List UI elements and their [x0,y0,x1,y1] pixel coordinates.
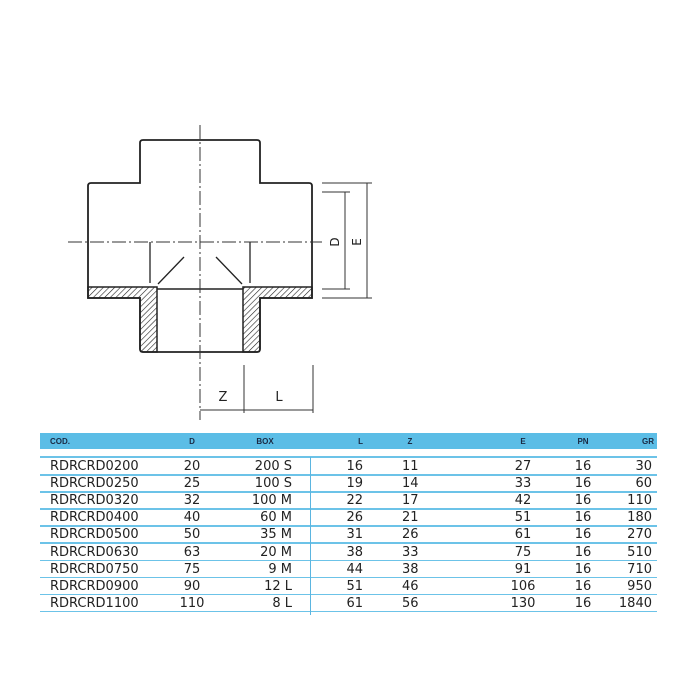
table-cell: 16 [574,544,592,560]
table-cell: 11 [402,459,419,474]
table-cell: 270 [627,527,652,543]
table-cell: 90 [183,578,201,594]
table-cell: 63 [183,544,201,560]
dimension-label-e: E [350,238,364,246]
table-cell: 61 [346,595,363,611]
table-cell: RDRCRD0900 [50,578,139,594]
table-cell: 35 M [260,527,292,543]
table-cell: 40 [183,510,201,526]
table-cell: 33 [514,476,532,492]
table-cell: 110 [627,493,652,509]
table-cell: 16 [574,527,592,543]
table-cell: 106 [510,578,536,594]
table-cell: RDRCRD0750 [50,561,139,577]
table-cell: 31 [346,527,363,543]
table-cell: 46 [402,578,419,594]
table-cell: 16 [574,595,592,611]
table-cell: 51 [346,578,363,594]
table-cell: 110 [179,595,205,611]
dimension-label-z: Z [218,390,228,405]
column-header: COD. [50,437,70,446]
table-cell: 22 [346,493,363,509]
column-header: L [358,437,363,446]
table-cell: 510 [627,544,652,560]
table-cell: 20 [183,459,201,474]
table-cell: 16 [574,510,592,526]
table-cell: 17 [402,493,419,509]
table-cell: 180 [627,510,652,526]
table-cell: 20 M [260,544,292,560]
table-cell: 38 [402,561,419,577]
table-cell: 26 [346,510,363,526]
table-cell: RDRCRD0320 [50,493,139,509]
dimension-label-l: L [275,390,283,405]
table-cell: 12 L [264,578,292,594]
table-cell: 130 [510,595,536,611]
table-cell: 16 [574,459,592,474]
table-cell: 75 [183,561,201,577]
table-cell: 710 [627,561,652,577]
table-cell: RDRCRD0630 [50,544,139,560]
column-header: E [520,437,526,446]
column-divider [310,457,311,615]
table-cell: RDRCRD1100 [50,595,139,611]
table-cell: 21 [402,510,419,526]
column-header: PN [577,437,589,446]
table-cell: 60 M [260,510,292,526]
table-cell: 19 [346,476,363,492]
table-cell: 100 M [251,493,292,509]
table-cell: 200 S [254,459,292,474]
table-cell: 16 [574,561,592,577]
table-cell: 8 L [272,595,292,611]
table-cell: 33 [402,544,419,560]
table-cell: 56 [402,595,419,611]
column-header: D [189,437,195,446]
table-cell: 61 [514,527,532,543]
table-cell: 30 [635,459,652,474]
table-cell: 38 [346,544,363,560]
center-lines [68,125,322,420]
table-cell: 16 [574,476,592,492]
column-header: GR [642,437,654,446]
table-cell: 14 [402,476,419,492]
table-cell: 51 [514,510,532,526]
table-cell: RDRCRD0400 [50,510,139,526]
table-cell: 950 [627,578,652,594]
row-rule [40,611,657,613]
table-cell: 60 [635,476,652,492]
table-cell: 100 S [254,476,292,492]
dimension-label-d: D [328,237,342,247]
table-cell: RDRCRD0500 [50,527,139,543]
table-cell: 16 [574,493,592,509]
column-header: BOX [256,437,274,446]
table-cell: 25 [183,476,201,492]
column-header: Z [407,437,413,446]
table-cell: 42 [514,493,532,509]
table-cell: 75 [514,544,532,560]
table-cell: RDRCRD0200 [50,459,139,474]
table-cell: RDRCRD0250 [50,476,139,492]
table-cell: 32 [183,493,201,509]
table-cell: 27 [514,459,532,474]
row-rule [40,456,657,458]
table-cell: 26 [402,527,419,543]
table-cell: 16 [346,459,363,474]
table-cell: 91 [514,561,532,577]
table-cell: 50 [183,527,201,543]
table-cell: 1840 [618,595,652,611]
table-cell: 16 [574,578,592,594]
table-cell: 9 M [268,561,292,577]
table-cell: 44 [346,561,363,577]
